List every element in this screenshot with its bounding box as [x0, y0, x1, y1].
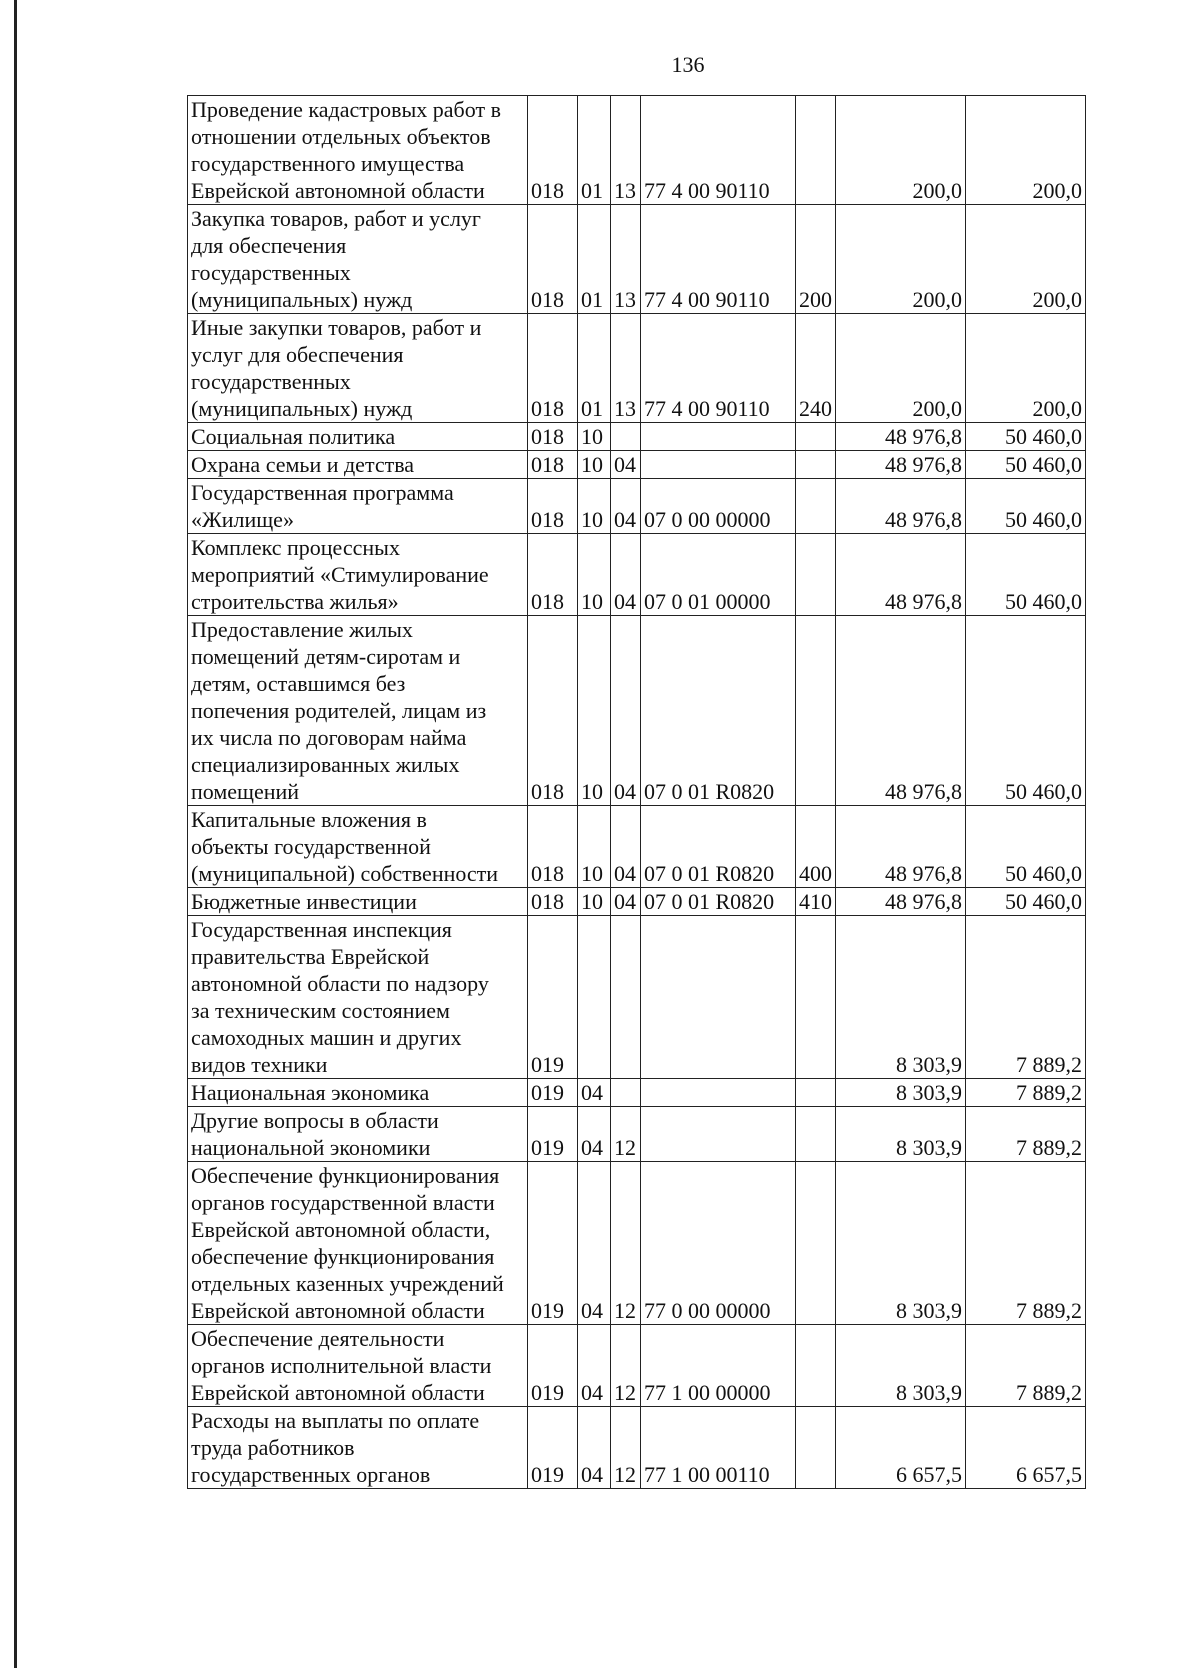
- target-article-cell: 77 1 00 00000: [641, 1325, 796, 1407]
- sum-year1-cell: 48 976,8: [836, 806, 966, 888]
- description-line: Предоставление жилых: [191, 617, 413, 642]
- table-body: [188, 96, 1086, 1489]
- sum-year2-cell: 7 889,2: [966, 1107, 1086, 1162]
- scan-margin-line: [14, 0, 17, 1668]
- sum-year2-cell: 50 460,0: [966, 806, 1086, 888]
- expense-type-cell: [796, 1325, 836, 1407]
- expense-type-cell: [796, 1079, 836, 1107]
- target-article-cell: 77 0 00 00000: [641, 1162, 796, 1325]
- ministry-code-cell: 018: [528, 314, 578, 423]
- description-line: Проведение кадастровых работ в: [191, 97, 501, 122]
- section-code-cell: 04: [578, 1407, 611, 1489]
- description-cell: [188, 423, 528, 451]
- description-line: «Жилище»: [191, 507, 294, 532]
- expense-type-cell: 410: [796, 888, 836, 916]
- section-code-cell: 01: [578, 96, 611, 205]
- description-line: (муниципальных) нужд: [191, 396, 413, 421]
- ministry-code-cell: 018: [528, 205, 578, 314]
- subsection-code-cell: 04: [611, 451, 641, 479]
- subsection-code-cell: [611, 916, 641, 1079]
- expense-type-cell: 400: [796, 806, 836, 888]
- description-cell: [188, 96, 528, 205]
- subsection-code-cell: 12: [611, 1325, 641, 1407]
- description-line: правительства Еврейской: [191, 944, 430, 969]
- ministry-code-cell: 018: [528, 423, 578, 451]
- target-article-cell: 77 4 00 90110: [641, 96, 796, 205]
- sum-year1-cell: 48 976,8: [836, 616, 966, 806]
- description-cell: [188, 314, 528, 423]
- description-cell: [188, 534, 528, 616]
- subsection-code-cell: 04: [611, 888, 641, 916]
- description-line: Обеспечение деятельности: [191, 1326, 445, 1351]
- description-line: помещений детям-сиротам и: [191, 644, 461, 669]
- sum-year2-cell: 200,0: [966, 96, 1086, 205]
- subsection-code-cell: 04: [611, 806, 641, 888]
- description-line: услуг для обеспечения: [191, 342, 404, 367]
- ministry-code-cell: 018: [528, 96, 578, 205]
- description-line: Бюджетные инвестиции: [191, 889, 417, 914]
- description-line: Еврейской автономной области: [191, 1380, 485, 1405]
- expense-type-cell: [796, 479, 836, 534]
- description-line: детям, оставшимся без: [191, 671, 406, 696]
- description-line: отдельных казенных учреждений: [191, 1271, 504, 1296]
- target-article-cell: 07 0 01 R0820: [641, 888, 796, 916]
- description-line: Комплекс процессных: [191, 535, 400, 560]
- target-article-cell: [641, 1107, 796, 1162]
- sum-year1-cell: 48 976,8: [836, 423, 966, 451]
- sum-year1-cell: 6 657,5: [836, 1407, 966, 1489]
- table-row: [188, 479, 1086, 534]
- table-row: [188, 616, 1086, 806]
- sum-year2-cell: 6 657,5: [966, 1407, 1086, 1489]
- expense-type-cell: [796, 1107, 836, 1162]
- ministry-code-cell: 019: [528, 1407, 578, 1489]
- subsection-code-cell: 13: [611, 314, 641, 423]
- subsection-code-cell: 13: [611, 205, 641, 314]
- sum-year1-cell: 8 303,9: [836, 1325, 966, 1407]
- ministry-code-cell: 018: [528, 534, 578, 616]
- description-line: Обеспечение функционирования: [191, 1163, 500, 1188]
- target-article-cell: 77 1 00 00110: [641, 1407, 796, 1489]
- description-line: обеспечение функционирования: [191, 1244, 495, 1269]
- ministry-code-cell: 018: [528, 888, 578, 916]
- expense-type-cell: [796, 1407, 836, 1489]
- section-code-cell: 04: [578, 1162, 611, 1325]
- sum-year2-cell: 50 460,0: [966, 888, 1086, 916]
- ministry-code-cell: 019: [528, 1325, 578, 1407]
- sum-year2-cell: 200,0: [966, 205, 1086, 314]
- description-line: самоходных машин и других: [191, 1025, 462, 1050]
- table-row: [188, 888, 1086, 916]
- description-line: Еврейской автономной области: [191, 1298, 485, 1323]
- table-row: [188, 96, 1086, 205]
- expense-type-cell: [796, 451, 836, 479]
- sum-year1-cell: 48 976,8: [836, 479, 966, 534]
- table-row: [188, 1162, 1086, 1325]
- sum-year2-cell: 50 460,0: [966, 616, 1086, 806]
- target-article-cell: 07 0 00 00000: [641, 479, 796, 534]
- description-line: их числа по договорам найма: [191, 725, 467, 750]
- sum-year2-cell: 200,0: [966, 314, 1086, 423]
- table-row: [188, 1079, 1086, 1107]
- sum-year2-cell: 7 889,2: [966, 1079, 1086, 1107]
- target-article-cell: 77 4 00 90110: [641, 314, 796, 423]
- ministry-code-cell: 019: [528, 1079, 578, 1107]
- description-line: государственных: [191, 369, 351, 394]
- description-line: Еврейской автономной области: [191, 178, 485, 203]
- subsection-code-cell: 13: [611, 96, 641, 205]
- description-line: труда работников: [191, 1435, 355, 1460]
- section-code-cell: 04: [578, 1107, 611, 1162]
- expense-type-cell: [796, 616, 836, 806]
- description-line: государственных: [191, 260, 351, 285]
- description-line: органов государственной власти: [191, 1190, 495, 1215]
- section-code-cell: 10: [578, 479, 611, 534]
- section-code-cell: 01: [578, 205, 611, 314]
- description-line: отношении отдельных объектов: [191, 124, 491, 149]
- sum-year1-cell: 8 303,9: [836, 1079, 966, 1107]
- subsection-code-cell: 12: [611, 1107, 641, 1162]
- ministry-code-cell: 018: [528, 806, 578, 888]
- description-cell: [188, 806, 528, 888]
- sum-year2-cell: 7 889,2: [966, 916, 1086, 1079]
- description-line: Закупка товаров, работ и услуг: [191, 206, 481, 231]
- budget-table: [187, 95, 1086, 1489]
- description-line: Капитальные вложения в: [191, 807, 427, 832]
- description-cell: [188, 1407, 528, 1489]
- sum-year1-cell: 48 976,8: [836, 888, 966, 916]
- sum-year1-cell: 200,0: [836, 314, 966, 423]
- target-article-cell: [641, 916, 796, 1079]
- table-row: [188, 1407, 1086, 1489]
- expense-type-cell: [796, 1162, 836, 1325]
- description-cell: [188, 205, 528, 314]
- section-code-cell: 10: [578, 423, 611, 451]
- description-cell: [188, 451, 528, 479]
- description-line: государственных органов: [191, 1462, 431, 1487]
- sum-year1-cell: 8 303,9: [836, 916, 966, 1079]
- expense-type-cell: [796, 96, 836, 205]
- subsection-code-cell: [611, 423, 641, 451]
- description-line: видов техники: [191, 1052, 328, 1077]
- ministry-code-cell: 018: [528, 451, 578, 479]
- description-cell: [188, 479, 528, 534]
- table-row: [188, 1325, 1086, 1407]
- description-line: Еврейской автономной области,: [191, 1217, 491, 1242]
- description-line: Иные закупки товаров, работ и: [191, 315, 482, 340]
- subsection-code-cell: 04: [611, 479, 641, 534]
- subsection-code-cell: 12: [611, 1162, 641, 1325]
- expense-type-cell: [796, 916, 836, 1079]
- sum-year2-cell: 7 889,2: [966, 1325, 1086, 1407]
- description-line: Национальная экономика: [191, 1080, 430, 1105]
- table-row: [188, 451, 1086, 479]
- sum-year2-cell: 50 460,0: [966, 451, 1086, 479]
- section-code-cell: [578, 916, 611, 1079]
- expense-type-cell: 200: [796, 205, 836, 314]
- target-article-cell: [641, 451, 796, 479]
- target-article-cell: 07 0 01 R0820: [641, 616, 796, 806]
- target-article-cell: [641, 1079, 796, 1107]
- description-line: специализированных жилых: [191, 752, 460, 777]
- description-line: строительства жилья»: [191, 589, 399, 614]
- description-line: Социальная политика: [191, 424, 396, 449]
- table-row: [188, 205, 1086, 314]
- section-code-cell: 10: [578, 806, 611, 888]
- description-line: мероприятий «Стимулирование: [191, 562, 489, 587]
- description-line: государственного имущества: [191, 151, 465, 176]
- sum-year2-cell: 50 460,0: [966, 534, 1086, 616]
- sum-year1-cell: 48 976,8: [836, 451, 966, 479]
- description-cell: [188, 916, 528, 1079]
- description-line: Государственная инспекция: [191, 917, 452, 942]
- table-row: [188, 423, 1086, 451]
- sum-year2-cell: 7 889,2: [966, 1162, 1086, 1325]
- description-line: для обеспечения: [191, 233, 347, 258]
- description-line: национальной экономики: [191, 1135, 431, 1160]
- ministry-code-cell: 019: [528, 1107, 578, 1162]
- table-row: [188, 1107, 1086, 1162]
- subsection-code-cell: 04: [611, 616, 641, 806]
- section-code-cell: 10: [578, 534, 611, 616]
- section-code-cell: 10: [578, 616, 611, 806]
- section-code-cell: 10: [578, 451, 611, 479]
- description-cell: [188, 1079, 528, 1107]
- expense-type-cell: [796, 423, 836, 451]
- expense-type-cell: 240: [796, 314, 836, 423]
- section-code-cell: 01: [578, 314, 611, 423]
- section-code-cell: 10: [578, 888, 611, 916]
- table-row: [188, 806, 1086, 888]
- sum-year1-cell: 48 976,8: [836, 534, 966, 616]
- subsection-code-cell: [611, 1079, 641, 1107]
- description-cell: [188, 1107, 528, 1162]
- description-line: органов исполнительной власти: [191, 1353, 492, 1378]
- ministry-code-cell: 018: [528, 479, 578, 534]
- description-line: помещений: [191, 779, 300, 804]
- target-article-cell: [641, 423, 796, 451]
- section-code-cell: 04: [578, 1079, 611, 1107]
- description-line: объекты государственной: [191, 834, 431, 859]
- description-cell: [188, 616, 528, 806]
- target-article-cell: 07 0 01 00000: [641, 534, 796, 616]
- description-line: Другие вопросы в области: [191, 1108, 439, 1133]
- section-code-cell: 04: [578, 1325, 611, 1407]
- description-cell: [188, 888, 528, 916]
- sum-year2-cell: 50 460,0: [966, 423, 1086, 451]
- description-cell: [188, 1162, 528, 1325]
- table-row: [188, 314, 1086, 423]
- description-cell: [188, 1325, 528, 1407]
- description-line: Расходы на выплаты по оплате: [191, 1408, 480, 1433]
- sum-year1-cell: 8 303,9: [836, 1162, 966, 1325]
- expense-type-cell: [796, 534, 836, 616]
- sum-year2-cell: 50 460,0: [966, 479, 1086, 534]
- description-line: Охрана семьи и детства: [191, 452, 415, 477]
- table-row: [188, 916, 1086, 1079]
- ministry-code-cell: 019: [528, 916, 578, 1079]
- target-article-cell: 77 4 00 90110: [641, 205, 796, 314]
- ministry-code-cell: 018: [528, 616, 578, 806]
- sum-year1-cell: 200,0: [836, 96, 966, 205]
- ministry-code-cell: 019: [528, 1162, 578, 1325]
- description-line: Государственная программа: [191, 480, 454, 505]
- table-row: [188, 534, 1086, 616]
- page-number: 136: [671, 52, 705, 77]
- sum-year1-cell: 8 303,9: [836, 1107, 966, 1162]
- description-line: (муниципальных) нужд: [191, 287, 413, 312]
- target-article-cell: 07 0 01 R0820: [641, 806, 796, 888]
- description-line: автономной области по надзору: [191, 971, 489, 996]
- description-line: (муниципальной) собственности: [191, 861, 499, 886]
- subsection-code-cell: 04: [611, 534, 641, 616]
- sum-year1-cell: 200,0: [836, 205, 966, 314]
- subsection-code-cell: 12: [611, 1407, 641, 1489]
- description-line: за техническим состоянием: [191, 998, 450, 1023]
- description-line: попечения родителей, лицам из: [191, 698, 487, 723]
